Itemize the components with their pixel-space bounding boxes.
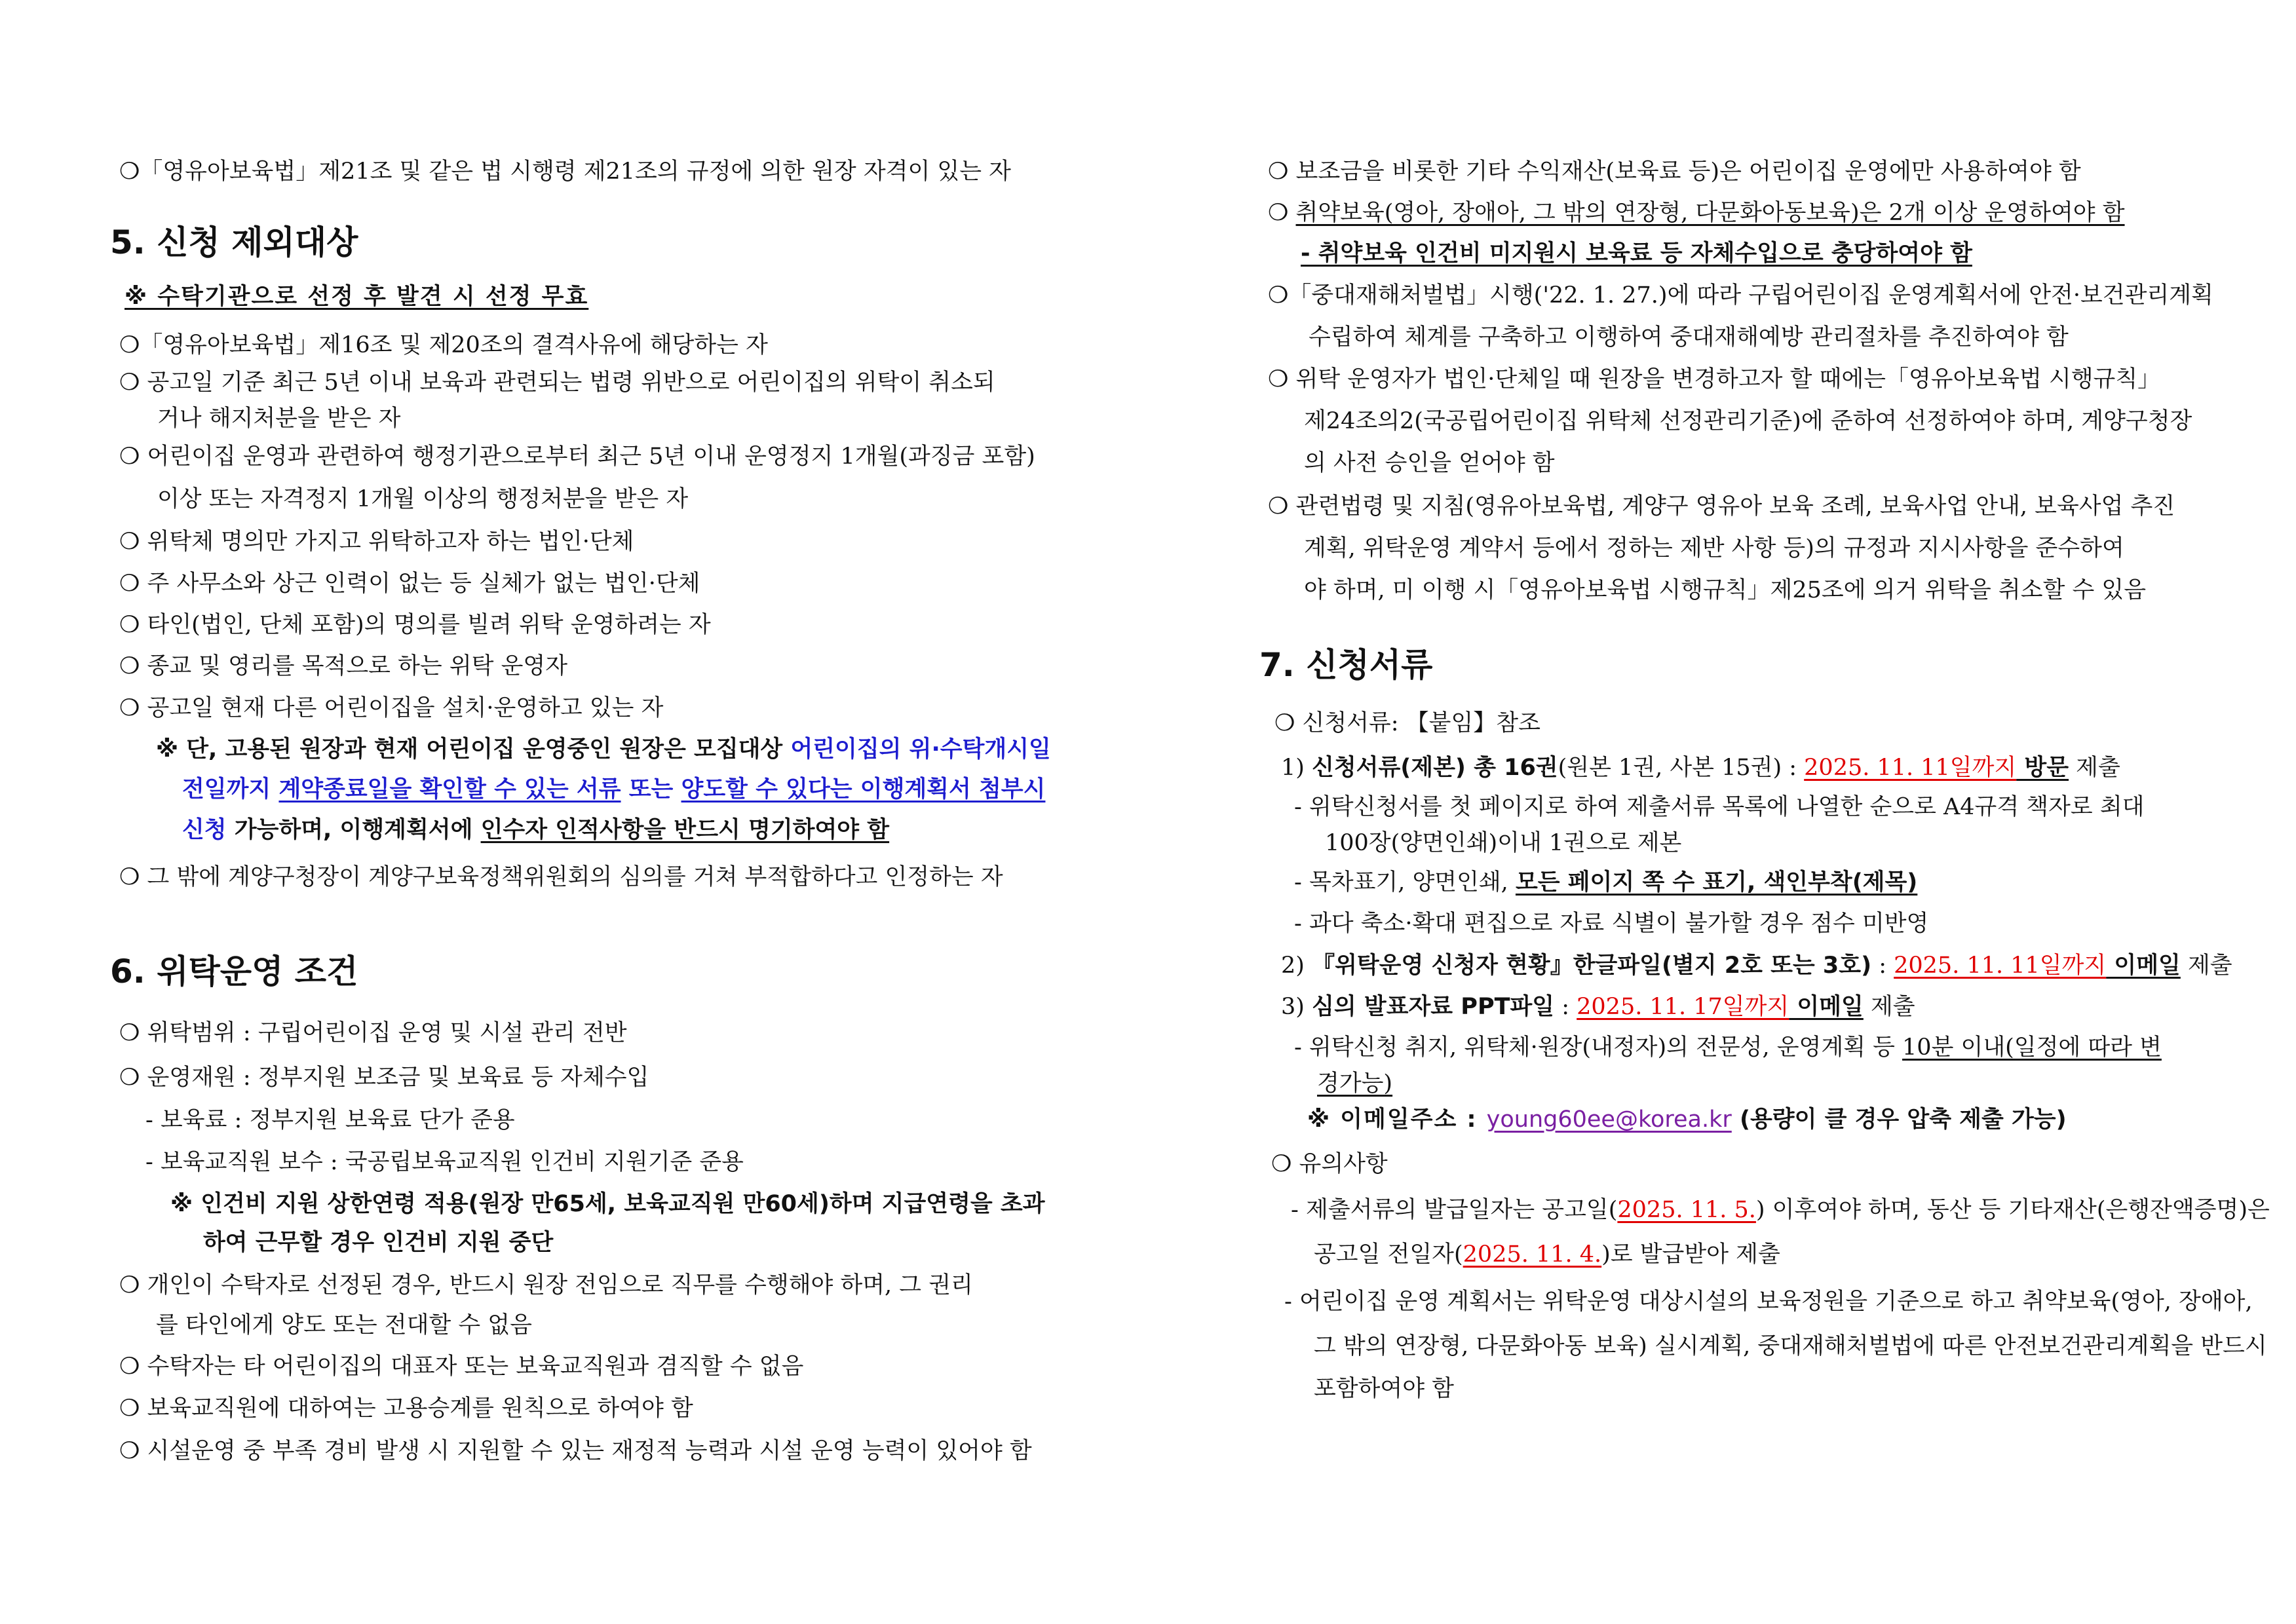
condition-item: ❍ 시설운영 중 부족 경비 발생 시 지원할 수 있는 재정적 능력과 시설 운영 능력이 있어야 함 xyxy=(119,1438,1032,1464)
step-number: 3) xyxy=(1281,994,1312,1020)
note-highlight: 전일까지 xyxy=(182,776,279,803)
condition-item: ❍ 위탁범위 : 구립어린이집 운영 및 시설 관리 전반 xyxy=(119,1020,627,1046)
exclusion-item: ❍ 공고일 현재 다른 어린이집을 설치·운영하고 있는 자 xyxy=(119,695,664,721)
notice-item-cont xyxy=(1314,1243,1780,1266)
notice-item: - 어린이집 운영 계획서는 위탁운영 대상시설의 보육정원을 기준으로 하고 취약보육(영아, 장애아, xyxy=(1284,1289,2253,1315)
condition-item-cont: 계획, 위탁운영 계약서 등에서 정하는 제반 사항 등)의 규정과 지시사항을 준수하여 xyxy=(1304,535,2124,561)
text: 제출 xyxy=(2069,755,2120,781)
condition-item-cont: 수립하여 체계를 구축하고 이행하여 중대재해예방 관리절차를 추진하여야 함 xyxy=(1309,324,2069,350)
eligibility-item: ❍「영유아보육법」제21조 및 같은 법 시행령 제21조의 규정에 의한 원장 자격이 있는 자 xyxy=(119,159,1011,185)
exclusion-item-cont: 이상 또는 자격정지 1개월 이상의 행정처분을 받은 자 xyxy=(157,486,689,512)
exclusion-item: ❍ 종교 및 영리를 목적으로 하는 위탁 운영자 xyxy=(119,653,568,679)
text: 제출 xyxy=(1863,994,1915,1020)
bold-text: 심의 발표자료 PPT파일 xyxy=(1312,994,1555,1020)
text: - 제출서류의 발급일자는 공고일( xyxy=(1291,1197,1618,1223)
note-highlight-underlined: 계약종료일을 확인할 수 있는 서류 xyxy=(278,776,621,803)
section-5-heading: 5. 신청 제외대상 xyxy=(110,223,358,261)
step-number: 1) xyxy=(1281,755,1312,781)
text: - 위탁신청 취지, 위탁체·원장(내정자)의 전문성, 운영계획 등 xyxy=(1294,1034,1903,1061)
condition-item: ❍ 보육교직원에 대하여는 고용승계를 원칙으로 하여야 함 xyxy=(119,1395,693,1422)
text: (용량이 클 경우 압축 제출 가능) xyxy=(1731,1106,2067,1133)
condition-item-cont: 를 타인에게 양도 또는 전대할 수 없음 xyxy=(156,1312,532,1338)
note-highlight: 또는 xyxy=(621,776,681,803)
text: (원본 1권, 사본 15권) : xyxy=(1558,755,1805,781)
bullet: ❍ xyxy=(1268,200,1296,226)
email-label: ※ 이메일주소 : xyxy=(1307,1106,1487,1133)
bold-text: 이메일 xyxy=(2106,953,2181,979)
email-note xyxy=(1307,1108,2067,1131)
note-highlight: 신청 xyxy=(182,817,227,843)
docs-step-1 xyxy=(1281,757,2120,780)
age-limit-note: ※ 인건비 지원 상한연령 적용(원장 만65세, 보육교직원 만60세)하며 지급연령을 초과 xyxy=(170,1191,1045,1217)
exclusion-item: ❍ 그 밖에 계양구청장이 계양구보육정책위원회의 심의를 거쳐 부적합하다고 인정하는 자 xyxy=(119,864,1003,890)
deadline-date: 2025. 11. 11일까지 xyxy=(1804,755,2017,781)
section-5-note xyxy=(124,286,588,309)
docs-subitem-cont: 100장(양면인쇄)이내 1권으로 제본 xyxy=(1325,830,1682,856)
age-limit-note-cont: 하여 근무할 경우 인건비 지원 중단 xyxy=(203,1230,554,1256)
section-7-heading: 7. 신청서류 xyxy=(1259,646,1433,684)
condition-subitem: - 보육교직원 보수 : 국공립보육교직원 인건비 지원기준 준용 xyxy=(145,1149,744,1175)
bold-text: 『위탁운영 신청자 현황』한글파일(별지 2호 또는 3호) xyxy=(1312,953,1872,979)
notice-item-cont: 포함하여야 함 xyxy=(1314,1376,1454,1402)
date: 2025. 11. 4. xyxy=(1463,1241,1602,1268)
note-text: 가능하며, 이행계획서에 xyxy=(226,817,481,843)
exception-note-line3 xyxy=(182,819,889,842)
docs-subitem xyxy=(1294,1036,2162,1059)
condition-item xyxy=(1268,202,2125,225)
text: 제출 xyxy=(2180,953,2232,979)
exclusion-item: ❍ 주 사무소와 상근 인력이 없는 등 실체가 없는 법인·단체 xyxy=(119,571,700,597)
deadline-date: 2025. 11. 11일까지 xyxy=(1894,953,2107,979)
docs-subitem: - 과다 축소·확대 편집으로 자료 식별이 불가할 경우 점수 미반영 xyxy=(1294,911,1929,937)
condition-item: ❍ 보조금을 비롯한 기타 수익재산(보육료 등)은 어린이집 운영에만 사용하여야 함 xyxy=(1268,159,2081,185)
exception-note-line1 xyxy=(156,738,1051,761)
underlined-text: 경가능) xyxy=(1317,1070,1393,1097)
condition-item: ❍ 개인이 수탁자로 선정된 경우, 반드시 원장 전임으로 직무를 수행해야 하며, 그 권리 xyxy=(119,1272,973,1298)
underlined-text: 모든 페이지 쪽 수 표기, 색인부착(제목) xyxy=(1515,869,1918,896)
notice-heading: ❍ 유의사항 xyxy=(1271,1151,1388,1177)
exclusion-item: ❍「영유아보육법」제16조 및 제20조의 결격사유에 해당하는 자 xyxy=(119,332,768,358)
text: ) 이후여야 하며, 동산 등 기타재산(은행잔액증명)은 xyxy=(1755,1197,2270,1223)
docs-subitem: - 위탁신청서를 첫 페이지로 하여 제출서류 목록에 나열한 순으로 A4규격 책자로 최대 xyxy=(1294,794,2145,820)
exception-note-line2 xyxy=(182,778,1045,801)
exclusion-item: ❍ 타인(법인, 단체 포함)의 명의를 빌려 위탁 운영하려는 자 xyxy=(119,612,711,638)
condition-item-cont: 의 사전 승인을 얻어야 함 xyxy=(1304,450,1555,476)
underlined-text: - 취약보육 인건비 미지원시 보육료 등 자체수입으로 충당하여야 함 xyxy=(1301,240,1972,267)
docs-subitem-cont xyxy=(1317,1072,1392,1095)
condition-item: ❍ 위탁 운영자가 법인·단체일 때 원장을 변경하고자 할 때에는「영유아보육법 시행규칙」 xyxy=(1268,366,2161,392)
docs-item: ❍ 신청서류: 【붙임】참조 xyxy=(1274,710,1540,736)
exclusion-item-cont: 거나 해지처분을 받은 자 xyxy=(157,406,401,432)
docs-step-2 xyxy=(1281,954,2232,977)
note-text: ※ 단, 고용된 원장과 현재 어린이집 운영중인 원장은 모집대상 xyxy=(156,736,791,763)
docs-subitem xyxy=(1294,871,1917,894)
condition-subitem xyxy=(1301,242,1972,265)
condition-item-cont: 제24조의2(국공립어린이집 위탁체 선정관리기준)에 준하여 선정하여야 하며, 계양구청장 xyxy=(1304,408,2192,434)
docs-step-3 xyxy=(1281,996,1915,1019)
exclusion-item: ❍ 어린이집 운영과 관련하여 행정기관으로부터 최근 5년 이내 운영정지 1개월(과징금 포함) xyxy=(119,444,1035,470)
condition-subitem: - 보육료 : 정부지원 보육료 단가 준용 xyxy=(145,1107,515,1133)
note-highlight-underlined: 양도할 수 있다는 이행계획서 첨부시 xyxy=(681,776,1046,803)
note-text: ※ 수탁기관으로 선정 후 발견 시 선정 무효 xyxy=(124,284,589,310)
note-highlight: 어린이집의 위·수탁개시일 xyxy=(790,736,1051,763)
exclusion-item: ❍ 공고일 기준 최근 5년 이내 보육과 관련되는 법령 위반으로 어린이집의 위탁이 취소되 xyxy=(119,369,995,396)
condition-item: ❍ 운영재원 : 정부지원 보조금 및 보육료 등 자체수입 xyxy=(119,1065,649,1091)
exclusion-item: ❍ 위탁체 명의만 가지고 위탁하고자 하는 법인·단체 xyxy=(119,529,634,555)
deadline-date: 2025. 11. 17일까지 xyxy=(1577,994,1789,1020)
underlined-text: 10분 이내(일정에 따라 변 xyxy=(1902,1034,2162,1061)
text: : xyxy=(1871,953,1894,979)
email-link[interactable]: young60ee@korea.kr xyxy=(1486,1106,1732,1133)
condition-item-cont: 야 하며, 미 이행 시「영유아보육법 시행규칙」제25조에 의거 위탁을 취소할 수 있음 xyxy=(1304,577,2147,603)
bold-text: 방문 xyxy=(2016,755,2069,781)
bold-text: 이메일 xyxy=(1789,994,1864,1020)
text: : xyxy=(1554,994,1577,1020)
bold-text: 신청서류(제본) 총 16권 xyxy=(1312,755,1558,781)
condition-item: ❍ 수탁자는 타 어린이집의 대표자 또는 보육교직원과 겸직할 수 없음 xyxy=(119,1353,804,1380)
section-6-heading: 6. 위탁운영 조건 xyxy=(110,953,358,991)
date: 2025. 11. 5. xyxy=(1617,1197,1756,1223)
notice-item-cont: 그 밖의 연장형, 다문화아동 보육) 실시계획, 중대재해처벌법에 따른 안전보건관리계획을 반드시 xyxy=(1314,1333,2267,1359)
underlined-text: 취약보육(영아, 장애아, 그 밖의 연장형, 다문화아동보육)은 2개 이상 운영하여야 함 xyxy=(1295,200,2125,226)
condition-item: ❍ 관련법령 및 지침(영유아보육법, 계양구 영유아 보육 조례, 보육사업 안내, 보육사업 추진 xyxy=(1268,493,2175,519)
note-underlined: 인수자 인적사항을 반드시 명기하여야 함 xyxy=(480,817,890,843)
text: - 목차표기, 양면인쇄, xyxy=(1294,869,1516,896)
condition-item: ❍「중대재해처벌법」시행('22. 1. 27.)에 따라 구립어린이집 운영계획서에 안전·보건관리계획 xyxy=(1268,282,2213,309)
text: )로 발급받아 제출 xyxy=(1601,1241,1780,1268)
step-number: 2) xyxy=(1281,953,1312,979)
notice-item xyxy=(1291,1199,2270,1222)
text: 공고일 전일자( xyxy=(1314,1241,1463,1268)
